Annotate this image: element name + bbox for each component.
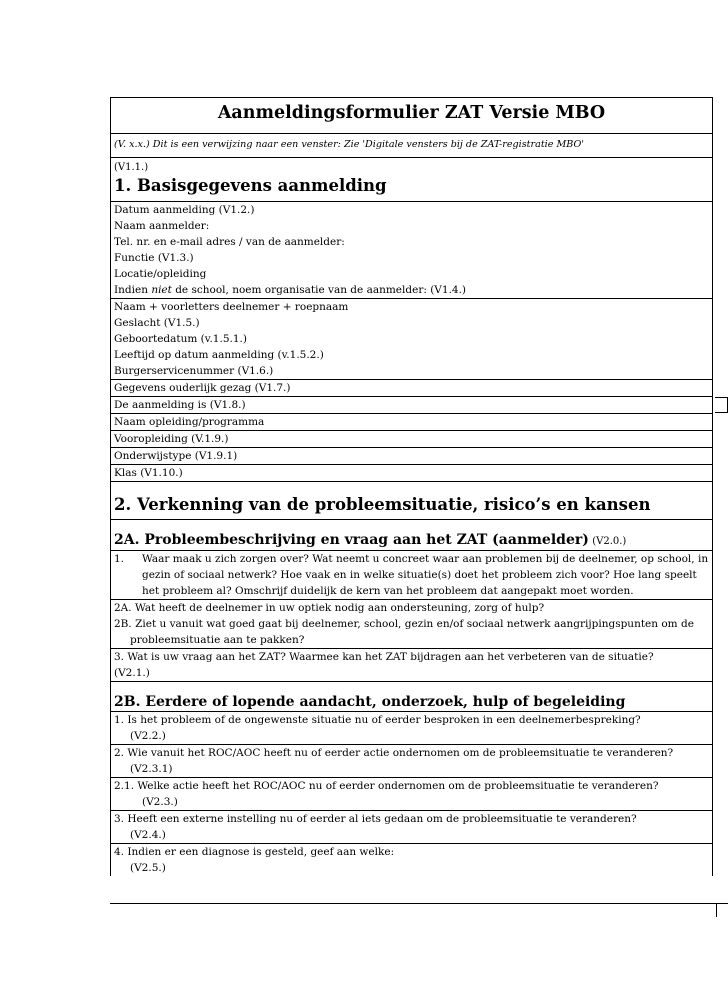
section-2b-heading: 2B. Eerdere of lopende aandacht, onderzoek, hulp of begeleiding — [114, 694, 626, 710]
field-label[interactable]: Tel. nr. en e-mail adres / van de aanmelder: — [114, 236, 345, 248]
question-ref: (V2.4.) — [130, 829, 166, 841]
field-label[interactable]: Geslacht (V1.5.) — [114, 317, 200, 329]
section-2a-header — [111, 520, 712, 551]
field-row[interactable]: Naam opleiding/programma — [111, 414, 712, 431]
field-indien[interactable] — [114, 282, 712, 298]
question-number: 1. — [114, 553, 125, 565]
question-ref: (V2.5.) — [130, 862, 166, 874]
question-text: 1. Is het probleem of de ongewenste situatie nu of eerder besproken in een deelnemerbespreking? — [114, 714, 641, 726]
question-text: 2. Wie vanuit het ROC/AOC heeft nu of eerder actie ondernomen om de probleemsituatie te veranderen? — [114, 747, 674, 759]
question-text: 3. Heeft een externe instelling nu of eerder al iets gedaan om de probleemsituatie te veranderen? — [114, 813, 637, 825]
question-2a-3[interactable] — [111, 649, 712, 682]
question-2a-1[interactable] — [111, 551, 712, 600]
form-title: Aanmeldingsformulier ZAT Versie MBO — [111, 98, 712, 134]
question-ref: (V2.2.) — [130, 730, 166, 742]
field-label[interactable]: Datum aanmelding (V1.2.) — [114, 204, 255, 216]
question-2b-2[interactable] — [111, 745, 712, 778]
question-2b-21[interactable] — [111, 778, 712, 811]
field-group-1 — [111, 202, 712, 299]
section-2a-ref: (V2.0.) — [592, 536, 627, 547]
field-label[interactable]: Geboortedatum (v.1.5.1.) — [114, 333, 247, 345]
table-bottom-border — [110, 903, 728, 904]
table-border-extension — [715, 397, 728, 413]
field-row[interactable]: Vooropleiding (V.1.9.) — [111, 431, 712, 448]
table-border-tick — [716, 903, 717, 917]
question-text: 2A. Wat heeft de deelnemer in uw optiek nodig aan ondersteuning, zorg of hulp? — [114, 602, 545, 614]
question-text: 4. Indien er een diagnose is gesteld, geef aan welke: — [114, 846, 395, 858]
field-label[interactable]: Functie (V1.3.) — [114, 252, 194, 264]
section-1-ref: (V1.1.) — [114, 162, 149, 173]
section-1-heading: 1. Basisgegevens aanmelding — [114, 176, 387, 195]
question-2b-4[interactable] — [111, 844, 712, 876]
question-2b-3[interactable] — [111, 811, 712, 844]
section-2b-header — [111, 682, 712, 712]
field-label[interactable]: Leeftijd op datum aanmelding (v.1.5.2.) — [114, 349, 324, 361]
field-row[interactable]: Klas (V1.10.) — [111, 465, 712, 482]
question-ref: (V2.3.) — [142, 796, 178, 808]
field-label[interactable]: Burgerservicenummer (V1.6.) — [114, 365, 274, 377]
question-ref: (V2.3.1) — [130, 763, 173, 775]
question-ref: (V2.1.) — [114, 667, 150, 679]
question-text: 2.1. Welke actie heeft het ROC/AOC nu of eerder ondernomen om de probleemsituatie te veranderen? — [114, 780, 659, 792]
section-2-heading: 2. Verkenning van de probleemsituatie, risico’s en kansen — [111, 482, 712, 520]
indien-pre: Indien — [114, 284, 152, 296]
field-label[interactable]: Locatie/opleiding — [114, 268, 207, 280]
field-label[interactable]: Naam + voorletters deelnemer + roepnaam — [114, 301, 349, 313]
question-2b-1[interactable] — [111, 712, 712, 745]
question-2a-2[interactable] — [111, 600, 712, 649]
field-row[interactable]: Onderwijstype (V1.9.1) — [111, 448, 712, 465]
field-group-2 — [111, 299, 712, 380]
question-text: Waar maak u zich zorgen over? Wat neemt u concreet waar aan problemen bij de deelnemer, op school, in gezin of sociaal netwerk? Hoe vaak en in welke situatie(s) doet het probleem zich voor? Hoe lang speelt het probleem al? Omschrijf duidelijk de kern van het probleem dat aangepakt moet worden. — [142, 553, 709, 597]
section-1-header — [111, 158, 712, 202]
registration-form — [110, 97, 713, 876]
form-note: (V. x.x.) Dit is een verwijzing naar een venster: Zie 'Digitale vensters bij de ZAT-registratie MBO' — [111, 134, 712, 158]
field-row[interactable]: Gegevens ouderlijk gezag (V1.7.) — [111, 380, 712, 397]
field-row[interactable]: De aanmelding is (V1.8.) — [111, 397, 712, 414]
field-label[interactable]: Naam aanmelder: — [114, 220, 210, 232]
indien-em: niet — [151, 284, 172, 296]
question-text: 3. Wat is uw vraag aan het ZAT? Waarmee kan het ZAT bijdragen aan het verbeteren van de situatie? — [114, 651, 654, 663]
question-text: 2B. Ziet u vanuit wat goed gaat bij deelnemer, school, gezin en/of sociaal netwerk aangrijpingspunten om de probleemsituatie aan te pakken? — [114, 618, 694, 646]
indien-post: de school, noem organisatie van de aanmelder: (V1.4.) — [171, 284, 467, 296]
section-2a-heading: 2A. Probleembeschrijving en vraag aan het ZAT (aanmelder) — [114, 532, 589, 548]
